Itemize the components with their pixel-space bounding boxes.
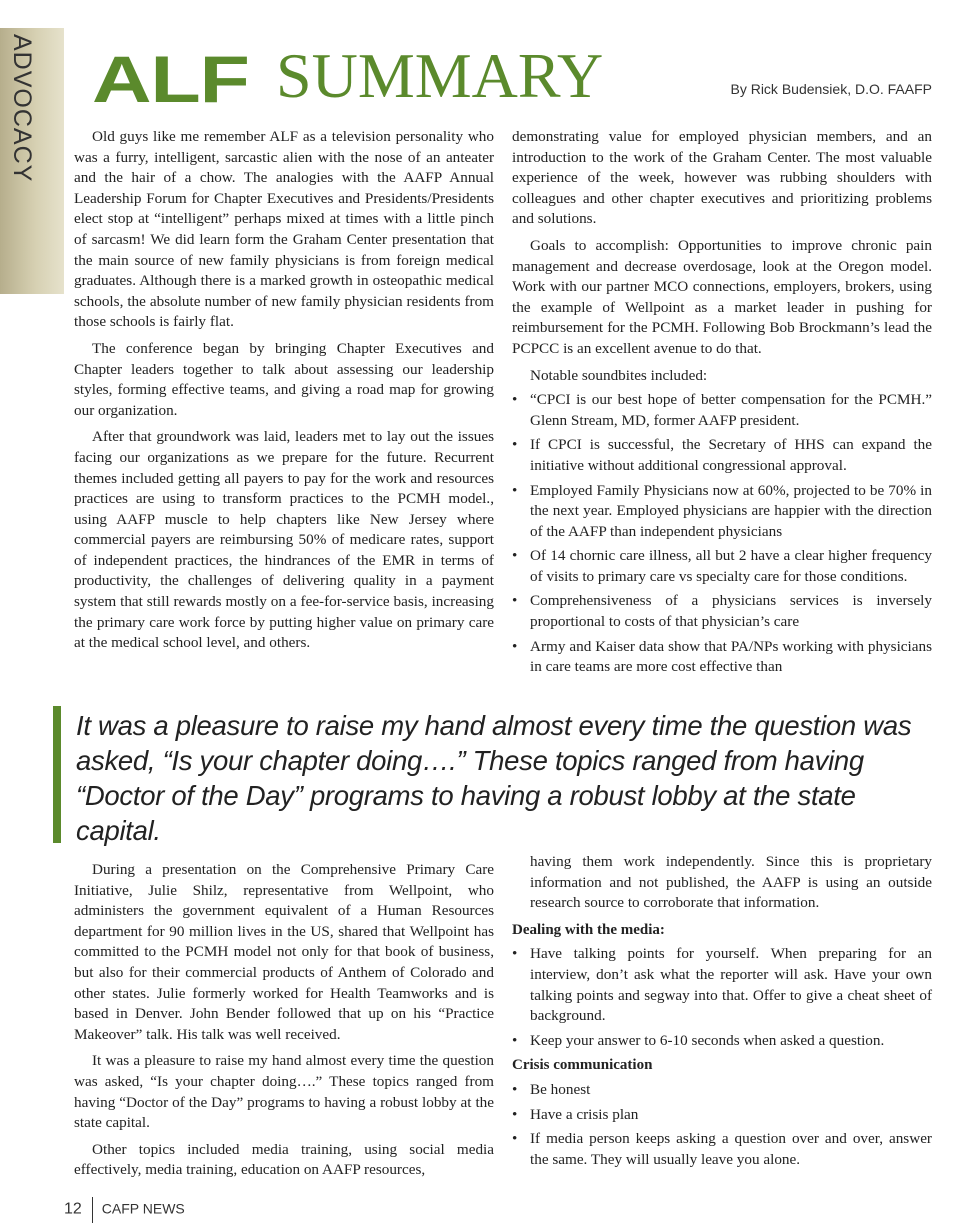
soundbites-intro: Notable soundbites included: <box>530 366 708 384</box>
article-column-2 <box>512 127 932 682</box>
list-item: • Have talking points for yourself. When preparing for an interview, don’t ask what the reporter will ask. Have your own talking points and segway into that. Offer to give a cheat sheet of background. <box>512 944 932 1026</box>
crisis-heading: Crisis communication <box>512 1057 653 1074</box>
list-item: • If CPCI is successful, the Secretary of HHS can expand the initiative without additional congressional approval. <box>512 435 932 476</box>
paragraph: After that groundwork was laid, leaders met to lay out the issues facing our organizations as we prepare for the future. Recurrent themes included getting all payers to pay for the work and resources practices are using to transform practices to the PCMH model., using AAFP muscle to help chapters like New Jersey where commercial payers are reimbursing 50% of medicare rates, support of independent practices, the hindrances of the EMR in terms of productivity, the challenges of delivering quality in a payment system that still rewards mostly on a fee-for-service basis, increasing the primary care work force by putting higher value on primary care at the medical school level, and others. <box>74 428 494 652</box>
list-item: • Be honest <box>512 1080 932 1101</box>
paragraph: Goals to accomplish: Opportunities to improve chronic pain management and decrease overdosage, look at the Oregon model. Work with our partner MCO connections, employers, brokers, using the example of Wellpoint as a market leader in pushing for reimbursement for the PCMH. Following Bob Brockmann’s lead the PCPCC is an excellent avenue to do that. <box>512 236 932 357</box>
list-item: • Keep your answer to 6-10 seconds when asked a question. <box>512 1031 932 1052</box>
paragraph: demonstrating value for employed physician members, and an introduction to the work of the Graham Center. The most valuable experience of the week, however was rubbing shoulders with colleagues and other chapter executives and prioritizing problems and solutions. <box>512 128 932 228</box>
list-item: • Comprehensiveness of a physicians services is inversely proportional to costs of that physician’s care <box>512 591 932 632</box>
pull-quote: It was a pleasure to raise my hand almost every time the question was asked, “Is your chapter doing….” These topics ranged from having “Doctor of the Day” programs to having a robust lobby at the state capital. <box>76 710 912 846</box>
paragraph: It was a pleasure to raise my hand almost every time the question was asked, “Is your chapter doing….” These topics ranged from having “Doctor of the Day” programs to having a robust lobby at the state capital. <box>74 1052 494 1132</box>
list-item: • Have a crisis plan <box>512 1105 932 1126</box>
media-list <box>512 944 932 1051</box>
list-item: • Army and Kaiser data show that PA/NPs working with physicians in care teams are more cost effective than <box>512 637 932 678</box>
title-alf: ALF <box>92 42 249 116</box>
media-heading: Dealing with the media: <box>512 921 665 938</box>
list-item: • “CPCI is our best hope of better compensation for the PCMH.” Glenn Stream, MD, former AAFP president. <box>512 390 932 431</box>
crisis-list <box>512 1080 932 1170</box>
paragraph: having them work independently. Since this is proprietary information and not published, the AAFP is using an outside research source to corroborate that information. <box>530 853 932 912</box>
article-column-1 <box>74 127 494 660</box>
list-item: • If media person keeps asking a question over and over, answer the same. They will usually leave you alone. <box>512 1129 932 1170</box>
list-item: • Of 14 chornic care illness, all but 2 have a clear higher frequency of visits to primary care vs specialty care for those conditions. <box>512 546 932 587</box>
paragraph: During a presentation on the Comprehensive Primary Care Initiative, Julie Shilz, representative from Wellpoint, who administers the government equivalent of a Human Resources department for 90 million lives in the US, shared that Wellpoint has committed to the PCMH model not only for that book of business, but also for their commercial products of Anthem of Colorado and other states. Julie formerly worked for Health Teamworks and is based in Denver. John Bender followed that up on his “Practice Makeover” talk. His talk was well received. <box>74 861 494 1043</box>
title-summary: SUMMARY <box>276 40 604 111</box>
article-column-4 <box>512 852 932 1174</box>
soundbites-list <box>512 390 932 678</box>
page-footer <box>64 1197 185 1223</box>
section-tab <box>0 28 64 294</box>
page-number: 12 <box>64 1200 82 1218</box>
list-item: • Employed Family Physicians now at 60%, projected to be 70% in the next year. Employed physicians are happier with the direction of the AAFP than independent physicians <box>512 481 932 543</box>
footer-divider <box>92 1197 93 1223</box>
article-column-3 <box>74 860 494 1187</box>
byline: By Rick Budensiek, D.O. FAAFP <box>730 81 932 97</box>
publication-name: CAFP NEWS <box>101 1200 185 1217</box>
pull-quote-bar <box>53 706 61 843</box>
paragraph: Other topics included media training, using social media effectively, media training, education on AAFP resources, <box>74 1140 494 1179</box>
section-tab-label: ADVOCACY <box>8 34 36 183</box>
paragraph: Old guys like me remember ALF as a television personality who was a furry, intelligent, sarcastic alien with the nose of an anteater and the hair of a chow. The analogies with the AAFP Annual Leadership Forum for Chapter Executives and Presidents/Presidents elect stop at “intelligent” perhaps mixed at times with a little pinch of sarcasm! We did learn form the Graham Center presentation that the main source of new family physicians is from foreign medical graduates. Although there is a marked growth in osteopathic medical schools, the absolute number of new family physician residents from those schools is fairly flat. <box>74 128 494 331</box>
paragraph: The conference began by bringing Chapter Executives and Chapter leaders together to talk about assessing our leadership styles, forming effective teams, and giving a road map for growing our organization. <box>74 339 494 419</box>
